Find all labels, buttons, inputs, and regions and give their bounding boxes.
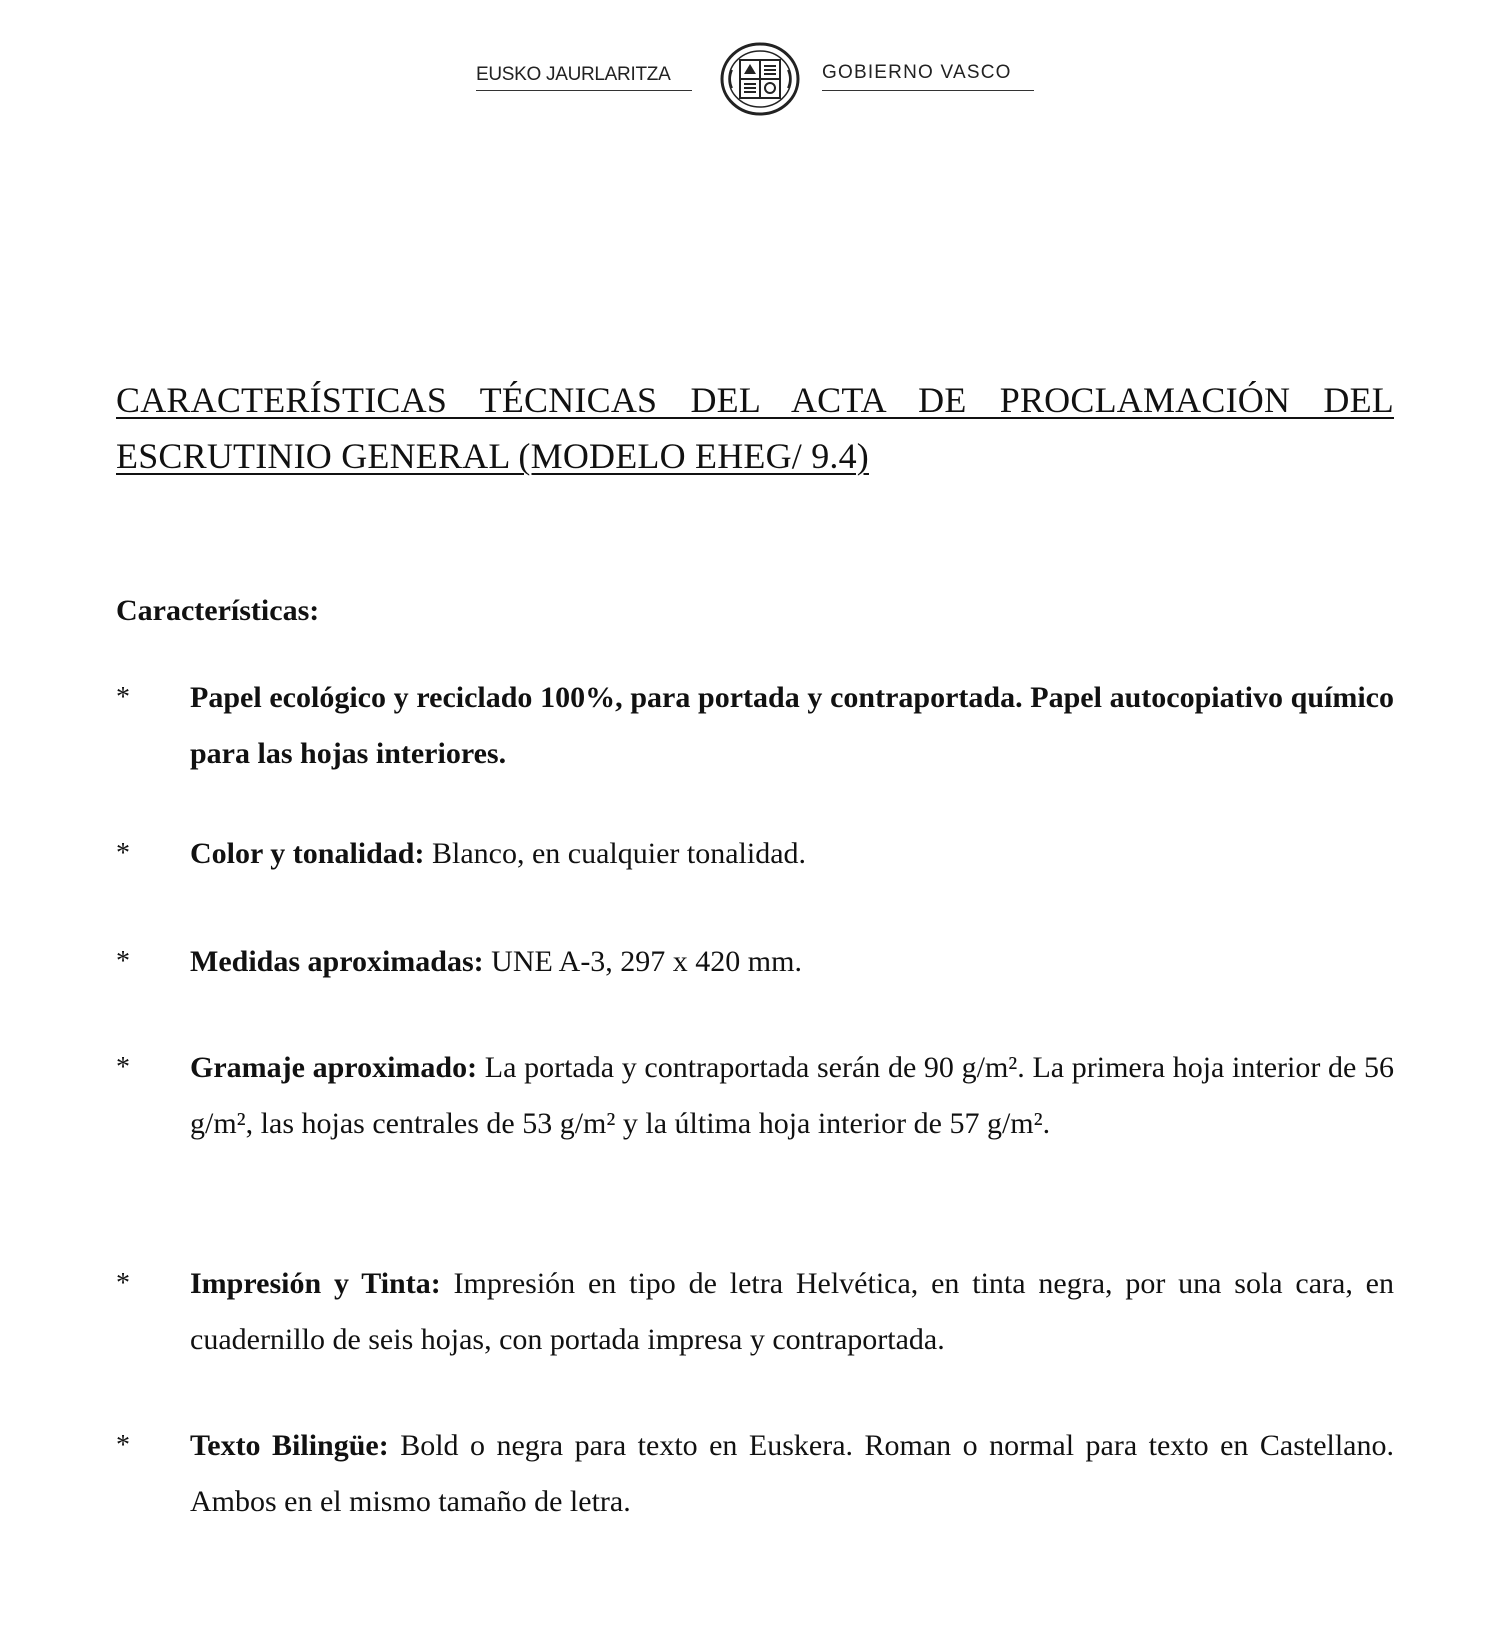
list-item — [116, 934, 1394, 990]
letterhead-spanish-name: GOBIERNO VASCO — [822, 62, 1034, 91]
item-text — [190, 934, 1394, 990]
item-text — [190, 670, 1394, 782]
list-item — [116, 1256, 1394, 1368]
bullet-asterisk: * — [116, 682, 130, 713]
item-text — [190, 1256, 1394, 1368]
bullet-asterisk: * — [116, 1268, 130, 1299]
bullet-asterisk: * — [116, 1430, 130, 1461]
item-body: Blanco, en cualquier tonalidad. — [424, 837, 807, 870]
list-item — [116, 670, 1394, 782]
document-title: CARACTERÍSTICAS TÉCNICAS DEL ACTA DE PROCLAMACIÓN DEL ESCRUTINIO GENERAL (MODELO EHEG/ 9.4) — [116, 380, 1394, 476]
section-label: Características: — [116, 594, 320, 627]
item-body: Papel ecológico y reciclado 100%, para portada y contraportada. Papel autocopiativo químico para las hojas interiores. — [190, 681, 1394, 770]
item-lead: Color y tonalidad: — [190, 837, 425, 870]
item-text — [190, 1040, 1394, 1152]
basque-government-seal-icon — [718, 40, 802, 118]
item-body: UNE A-3, 297 x 420 mm. — [483, 945, 802, 978]
item-lead: Texto Bilingüe: — [190, 1429, 389, 1462]
list-item — [116, 1418, 1394, 1530]
bullet-asterisk: * — [116, 946, 130, 977]
list-item — [116, 826, 1394, 882]
item-body: Bold o negra para texto en Euskera. Roman o normal para texto en Castellano. Ambos en el mismo tamaño de letra. — [190, 1429, 1394, 1518]
letterhead — [0, 34, 1500, 124]
letterhead-basque-name: EUSKO JAURLARITZA — [476, 64, 692, 91]
item-text — [190, 1418, 1394, 1530]
item-lead: Impresión y Tinta: — [190, 1267, 441, 1300]
list-item — [116, 1040, 1394, 1152]
item-lead: Gramaje aproximado: — [190, 1051, 478, 1084]
bullet-asterisk: * — [116, 838, 130, 869]
item-body: La portada y contraportada serán de 90 g/m². La primera hoja interior de 56 g/m², las hojas centrales de 53 g/m² y la última hoja interior de 57 g/m². — [190, 1051, 1395, 1140]
bullet-asterisk: * — [116, 1052, 130, 1083]
item-body: Impresión en tipo de letra Helvética, en tinta negra, por una sola cara, en cuadernillo de seis hojas, con portada impresa y contraportada. — [190, 1267, 1394, 1356]
item-text — [190, 826, 1394, 882]
item-lead: Medidas aproximadas: — [190, 945, 484, 978]
